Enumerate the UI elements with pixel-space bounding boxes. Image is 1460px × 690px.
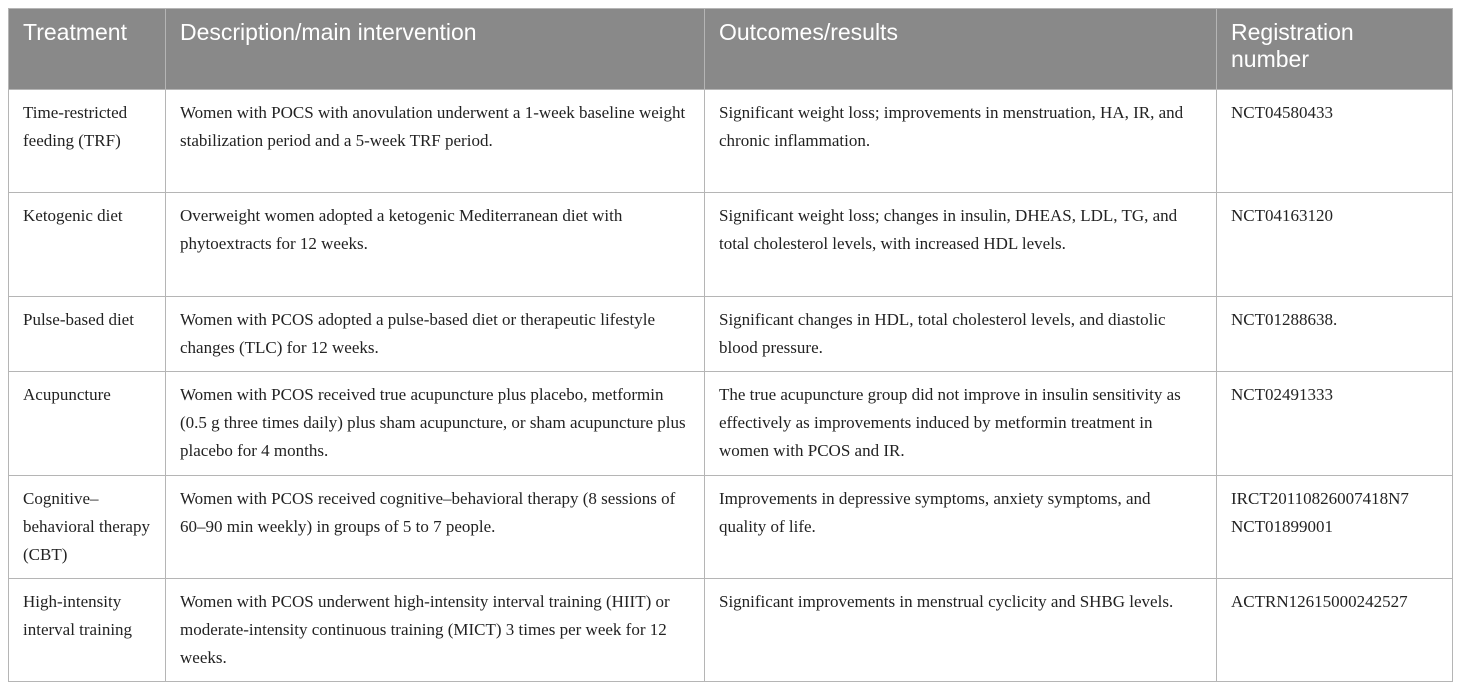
table-row (9, 476, 1453, 579)
cell-registration (1217, 372, 1453, 476)
cell-treatment: Ketogenic diet (9, 193, 166, 297)
cell-outcomes: Significant weight loss; improvements in menstruation, HA, IR, and chronic inflammation. (705, 90, 1217, 193)
registration-number: NCT01899001 (1231, 517, 1333, 536)
treatment-table-container (8, 8, 1452, 682)
header-treatment: Treatment (9, 9, 166, 90)
cell-registration (1217, 297, 1453, 372)
table-row (9, 193, 1453, 297)
registration-number: NCT01288638. (1231, 310, 1338, 329)
registration-number: IRCT20110826007418N7 (1231, 489, 1409, 508)
cell-outcomes: Significant weight loss; changes in insulin, DHEAS, LDL, TG, and total cholesterol levels, with increased HDL levels. (705, 193, 1217, 297)
cell-description: Women with PCOS adopted a pulse-based diet or therapeutic lifestyle changes (TLC) for 12 weeks. (166, 297, 705, 372)
cell-description: Women with PCOS underwent high-intensity interval training (HIIT) or moderate-intensity continuous training (MICT) 3 times per week for 12 weeks. (166, 579, 705, 682)
cell-treatment: Time-restricted feeding (TRF) (9, 90, 166, 193)
header-row (9, 9, 1453, 90)
cell-description: Women with PCOS received cognitive–behavioral therapy (8 sessions of 60–90 min weekly) in groups of 5 to 7 people. (166, 476, 705, 579)
registration-number: NCT04580433 (1231, 103, 1333, 122)
registration-number: NCT04163120 (1231, 206, 1333, 225)
cell-treatment: High-intensity interval training (9, 579, 166, 682)
cell-outcomes: The true acupuncture group did not improve in insulin sensitivity as effectively as improvements induced by metformin treatment in women with PCOS and IR. (705, 372, 1217, 476)
cell-description: Women with PCOS received true acupuncture plus placebo, metformin (0.5 g three times daily) plus sham acupuncture, or sham acupuncture plus placebo for 4 months. (166, 372, 705, 476)
table-body (9, 90, 1453, 682)
cell-outcomes: Significant changes in HDL, total cholesterol levels, and diastolic blood pressure. (705, 297, 1217, 372)
cell-outcomes: Significant improvements in menstrual cyclicity and SHBG levels. (705, 579, 1217, 682)
cell-treatment: Cognitive–behavioral therapy (CBT) (9, 476, 166, 579)
header-registration: Registration number (1217, 9, 1453, 90)
registration-number: NCT02491333 (1231, 385, 1333, 404)
registration-number: ACTRN12615000242527 (1231, 592, 1408, 611)
cell-registration (1217, 90, 1453, 193)
table-row (9, 297, 1453, 372)
cell-description: Overweight women adopted a ketogenic Mediterranean diet with phytoextracts for 12 weeks. (166, 193, 705, 297)
cell-registration (1217, 193, 1453, 297)
cell-registration (1217, 579, 1453, 682)
table-row (9, 579, 1453, 682)
treatment-table (8, 8, 1453, 682)
header-outcomes: Outcomes/results (705, 9, 1217, 90)
cell-treatment: Acupuncture (9, 372, 166, 476)
table-row (9, 372, 1453, 476)
cell-outcomes: Improvements in depressive symptoms, anxiety symptoms, and quality of life. (705, 476, 1217, 579)
table-header (9, 9, 1453, 90)
cell-registration (1217, 476, 1453, 579)
table-row (9, 90, 1453, 193)
header-description: Description/main intervention (166, 9, 705, 90)
cell-treatment: Pulse-based diet (9, 297, 166, 372)
cell-description: Women with POCS with anovulation underwent a 1-week baseline weight stabilization period and a 5-week TRF period. (166, 90, 705, 193)
